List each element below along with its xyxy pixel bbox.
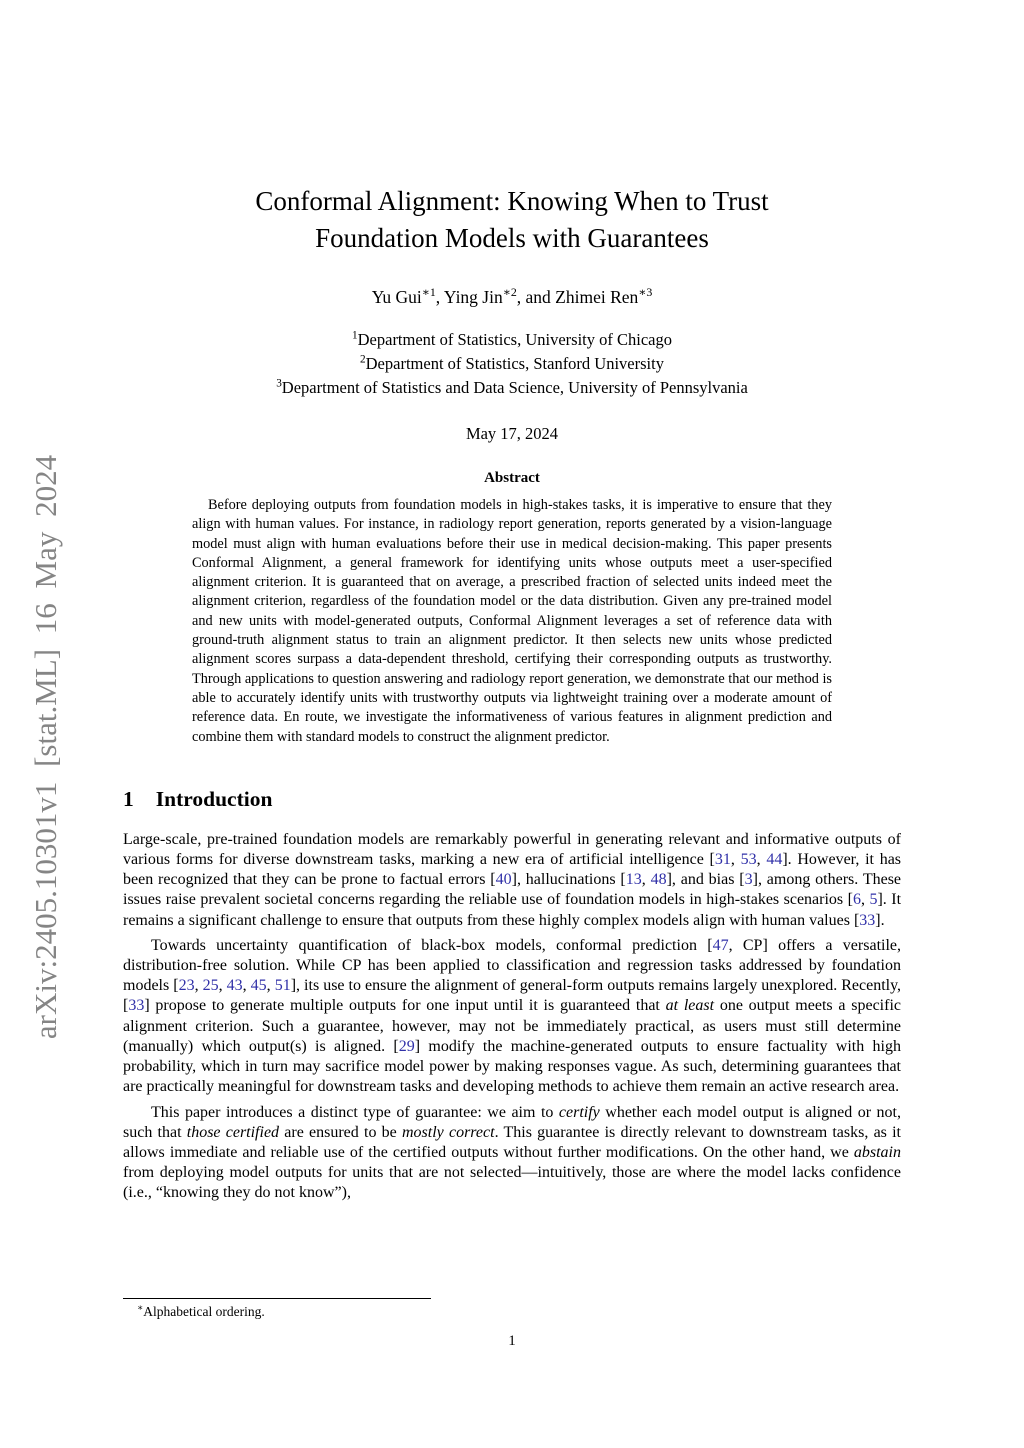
text-segment: , [730, 851, 741, 869]
intro-paragraph-3 [123, 1103, 901, 1204]
text-segment: , [641, 871, 651, 889]
text-segment: Yu Gui [371, 287, 422, 307]
text-segment: ], its use to ensure the alignment of general-form outputs remains largely unexplored. Recently, [ [123, 977, 902, 1015]
text-segment: ]. [875, 911, 885, 929]
text-segment: ], and bias [ [666, 871, 745, 889]
affiliation-line [123, 352, 901, 376]
page-number: 1 [508, 1333, 516, 1349]
paper-title-line1: Conformal Alignment: Knowing When to Trust [255, 186, 769, 216]
citation-link[interactable]: 3 [744, 871, 753, 889]
text-segment: , [218, 977, 227, 995]
footnote-rule [123, 1298, 431, 1299]
affiliation-line [123, 376, 901, 400]
citation-link[interactable]: 6 [852, 891, 861, 909]
text-segment: , [266, 977, 275, 995]
paper-date: May 17, 2024 [465, 424, 559, 443]
citation-link[interactable]: 43 [226, 977, 243, 995]
text-segment: , [756, 851, 767, 869]
superscript: 3 [276, 377, 282, 390]
text-segment: whether each model output is aligned or not, such that [123, 1103, 901, 1141]
paper-content [123, 183, 901, 1204]
italic-text: at least [665, 997, 715, 1015]
text-segment: Large-scale, pre-trained foundation models are remarkably powerful in generating relevant and informative outputs of various forms for diverse downstream tasks, marking a new era of artificial intelligence [ [123, 830, 901, 869]
paper-title [123, 183, 901, 257]
text-segment: Department of Statistics, Stanford University [365, 354, 664, 373]
text-segment: , [242, 977, 251, 995]
superscript: ∗3 [638, 285, 653, 300]
text-segment: Department of Statistics, University of Chicago [357, 330, 672, 349]
superscript: ∗1 [421, 285, 436, 300]
text-segment: ], among others. These issues raise prevalent societal concerns regarding the reliable use of foundation models in high-stakes scenarios [ [123, 871, 902, 909]
italic-text: those certified [186, 1123, 280, 1141]
abstract-text: Before deploying outputs from foundation models in high-stakes tasks, it is imperative to ensure that they align with human values. For instance, in radiology report generation, reports generated by a vision-language model must align with human evaluations before their use in medical decision-making. This paper presents Conformal Alignment, a general framework for identifying units whose outputs meet a user-specified alignment criterion. It is guaranteed that on average, a prescribed fraction of selected units indeed meet the alignment criterion, regardless of the foundation model or the data distribution. Given any pre-trained model and new units with model-generated outputs, Conformal Alignment leverages a set of reference data with ground-truth alignment status to train an alignment predictor. It then selects new units whose predicted alignment scores surpass a data-dependent threshold, certifying their corresponding outputs as trustworthy. Through applications to question answering and radiology report generation, we demonstrate that our method is able to accurately identify units with trustworthy outputs via lightweight training over a moderate amount of reference data. En route, we investigate the informativeness of various features in alignment prediction and combine them with standard models to construct the alignment predictor. [192, 497, 832, 745]
text-segment: one output meets a specific alignment criterion. Such a guarantee, however, may not be immediately practical, as users must still determine (manually) which output(s) is aligned. [ [123, 997, 901, 1055]
text-segment: , and Zhimei Ren [516, 287, 639, 307]
citation-link[interactable]: 40 [495, 871, 512, 889]
citation-link[interactable]: 33 [859, 911, 876, 929]
citation-link[interactable]: 44 [766, 851, 783, 869]
text-segment: ] propose to generate multiple outputs for one input until it is guaranteed that [144, 997, 666, 1015]
intro-paragraph-2 [123, 936, 901, 1098]
citation-link[interactable]: 45 [250, 977, 267, 995]
paper-title-line2: Foundation Models with Guarantees [315, 223, 709, 253]
citation-link[interactable]: 13 [625, 871, 642, 889]
superscript: ∗ [137, 1302, 144, 1313]
affiliation-line [123, 328, 901, 352]
arxiv-watermark: arXiv:2405.10301v1 [stat.ML] 16 May 2024 [28, 454, 63, 1040]
section-number: 1 [123, 786, 134, 811]
text-segment: , [194, 977, 203, 995]
abstract-section [192, 470, 832, 747]
citation-link[interactable]: 47 [712, 936, 729, 954]
text-segment: are ensured to be [279, 1123, 402, 1141]
italic-text: abstain [853, 1143, 901, 1161]
superscript: 1 [352, 329, 358, 342]
text-segment: ]. It remains a significant challenge to ensure that outputs from these highly complex models align with human values [ [123, 891, 902, 929]
citation-link[interactable]: 25 [202, 977, 219, 995]
citation-link[interactable]: 33 [128, 997, 145, 1015]
italic-text: certify [558, 1103, 600, 1121]
text-segment: , CP] offers a versatile, distribution-free solution. While CP has been applied to classification and regression tasks addressed by foundation models [ [123, 936, 901, 995]
text-segment: from deploying model outputs for units that are not selected—intuitively, those are where the model lacks confidence (i.e., “knowing they do not know”), [123, 1164, 901, 1202]
citation-link[interactable]: 29 [398, 1037, 415, 1055]
intro-paragraph-1 [123, 830, 901, 931]
text-segment: Alphabetical ordering. [143, 1304, 265, 1319]
citation-link[interactable]: 51 [274, 977, 291, 995]
section-heading-introduction [123, 787, 901, 812]
text-segment: ], hallucinations [ [511, 871, 626, 889]
section-title: Introduction [155, 786, 273, 811]
authors-line [123, 287, 901, 308]
footnote-block [123, 1298, 901, 1320]
text-segment: ]. However, it has been recognized that they can be prone to factual errors [ [123, 851, 902, 889]
citation-link[interactable]: 5 [869, 891, 878, 909]
text-segment: . This guarantee is directly relevant to downstream tasks, as it allows immediate and reliable use of the certified outputs without further modifications. On the other hand, we [123, 1123, 902, 1161]
affiliations [123, 328, 901, 400]
citation-link[interactable]: 53 [740, 851, 757, 869]
text-segment: ] modify the machine-generated outputs to ensure factuality with high probability, which in turn may sacrifice model power by making responses vague. As such, determining guarantees that are practically meaningful for downstream tasks and developing methods to achieve them remain an active research area. [123, 1037, 902, 1096]
footnote-text [123, 1304, 901, 1320]
superscript: ∗2 [502, 285, 517, 300]
text-segment: , Ying Jin [435, 287, 503, 307]
citation-link[interactable]: 23 [178, 977, 195, 995]
superscript: 2 [360, 353, 366, 366]
text-segment: Towards uncertainty quantification of black-box models, conformal prediction [ [151, 936, 713, 954]
text-segment: This paper introduces a distinct type of guarantee: we aim to [151, 1103, 559, 1121]
text-segment: Department of Statistics and Data Science, University of Pennsylvania [281, 378, 748, 397]
text-segment: , [860, 891, 870, 909]
italic-text: mostly correct [401, 1123, 495, 1141]
citation-link[interactable]: 31 [714, 851, 731, 869]
citation-link[interactable]: 48 [650, 871, 667, 889]
abstract-heading: Abstract [484, 470, 540, 486]
